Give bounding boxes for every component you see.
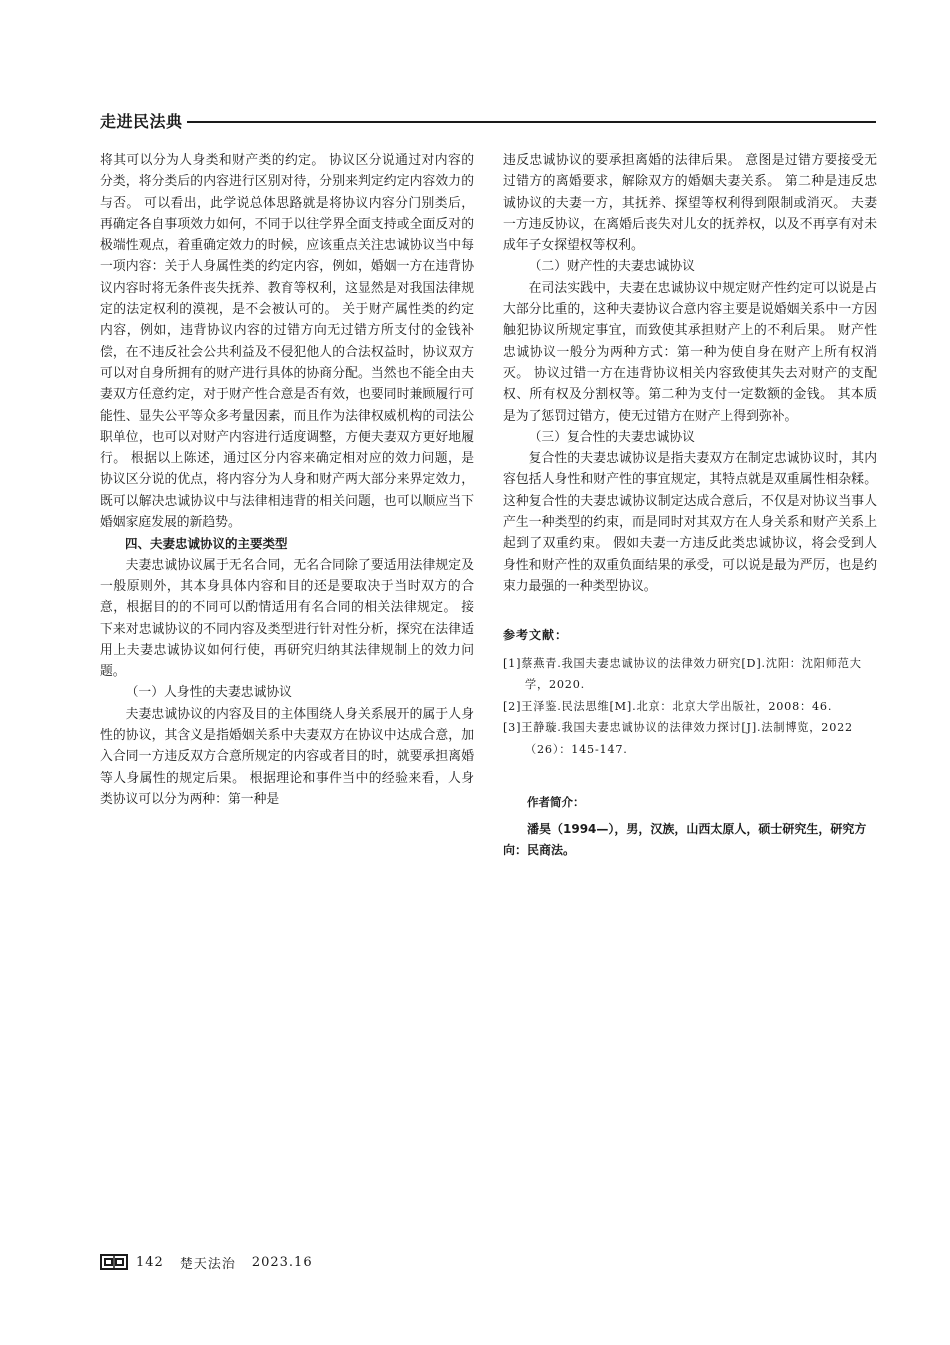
- header-rule: [100, 121, 876, 123]
- section-title: 走进民法典: [100, 112, 187, 132]
- reference-item: [3]王静璇.我国夫妻忠诚协议的法律效力探讨[J].法制博览，2022（26）：145-147.: [503, 721, 853, 756]
- section-header: [100, 112, 876, 134]
- author-title: 作者简介：: [527, 795, 585, 810]
- paragraph: 夫妻忠诚协议的内容及目的主体围绕人身关系展开的属于人身性的协议，其含义是指婚姻关系中夫妻双方在协议中达成合意，加入合同一方违反双方合意所规定的内容或者目的时，就要承担离婚等人身属性的规定后果。 根据理论和事件当中的经验来看，人身类协议可以分为两种：第一种是: [100, 706, 474, 807]
- reference-item: [1]蔡燕青.我国夫妻忠诚协议的法律效力研究[D].沈阳：沈阳师范大学，2020.: [503, 656, 862, 692]
- subsection-heading: （二）财产性的夫妻忠诚协议: [528, 259, 695, 275]
- paragraph: 违反忠诚协议的要承担离婚的法律后果。 意图是过错方要接受无过错方的离婚要求，解除双方的婚姻夫妻关系。 第二种是违反忠诚协议的夫妻一方，其抚养、探望等权利得到限制或消灭。 夫妻一方违反协议，在离婚后丧失对儿女的抚养权，以及不再享有对未成年子女探望权等权利。: [503, 153, 877, 254]
- paragraph: 将其可以分为人身类和财产类的约定。 协议区分说通过对内容的分类，将分类后的内容进行区别对待，分别来判定约定内容效力的与否。 可以看出，此学说总体思路就是将协议内容分门别类后，再确定各自事项效力如何，不同于以往学界全面支持或全面反对的极端性观点，着重确定效力的时候，应该重点关注忠诚协议当中每一项内容：关于人身属性类的约定内容，例如，婚姻一方在违背协议内容时将无条件丧失抚养、教育等权利，这显然是对我国法律规定的法定权利的漠视，是不会被认可的。 关于财产属性类的约定内容，例如，违背协议内容的过错方向无过错方所支付的金钱补偿，在不违反社会公共利益及不侵犯他人的合法权益时，协议双方可以对自身所拥有的财产进行具体的协商分配。当然也不能全由夫妻双方任意约定，对于财产性合意是否有效，也要同时兼顾履行可能性、显失公平等众多考量因素，而且作为法律权威机构的司法公职单位，也可以对财产内容进行适度调整，方便夫妻双方更好地履行。 根据以上陈述，通过区分内容来确定相对应的效力问题，是协议区分说的优点，将内容分为人身和财产两大部分来界定效力，既可以解决忠诚协议中与法律相违背的相关问题，也可以顺应当下婚姻家庭发展的新趋势。: [100, 153, 474, 531]
- section-heading: 四、夫妻忠诚协议的主要类型: [125, 536, 288, 552]
- right-column: [503, 150, 877, 861]
- subsection-heading: （一）人身性的夫妻忠诚协议: [125, 685, 292, 701]
- paragraph: 在司法实践中，夫妻在忠诚协议中规定财产性约定可以说是占大部分比重的，这种夫妻协议合意内容主要是说婚姻关系中一方因触犯协议所规定事宜，而致使其承担财产上的不利后果。 财产性忠诚协议一般分为两种方式：第一种为使自身在财产上所有权消灭。 协议过错一方在违背协议相关内容致使其失去对财产的支配权、所有权及分割权等。第二种为支付一定数额的金钱。 其本质是为了惩罚过错方，使无过错方在财产上得到弥补。: [503, 280, 877, 424]
- reference-item: [2]王泽鉴.民法思维[M].北京：北京大学出版社，2008：46.: [503, 699, 833, 713]
- paragraph: 夫妻忠诚协议属于无名合同，无名合同除了要适用法律规定及一般原则外，其本身具体内容和目的还是要取决于当时双方的合意，根据目的的不同可以酌情适用有名合同的相关法律规定。 接下来对忠诚协议的不同内容及类型进行针对性分析，探究在法律适用上夫妻忠诚协议如何行使，再研究归纳其法律规制上的效力问题。: [100, 557, 474, 680]
- journal-logo-icon: [100, 1254, 128, 1270]
- subsection-heading: （三）复合性的夫妻忠诚协议: [528, 429, 695, 445]
- issue-number: 2023.16: [251, 1254, 313, 1270]
- left-column: [100, 150, 474, 810]
- journal-name: 楚天法治: [179, 1256, 236, 1272]
- page-footer: [100, 1252, 329, 1272]
- references-title: 参考文献：: [503, 628, 569, 643]
- author-bio: 潘昊（1994—），男，汉族，山西太原人，硕士研究生，研究方向：民商法。: [503, 822, 867, 858]
- paragraph: 复合性的夫妻忠诚协议是指夫妻双方在制定忠诚协议时，其内容包括人身性和财产性的事宜规定，其特点就是双重属性相杂糅。 这种复合性的夫妻忠诚协议制定达成合意后，不仅是对协议当事人产生一种类型的约束，而是同时对其双方在人身关系和财产关系上起到了双重约束。 假如夫妻一方违反此类忠诚协议，将会受到人身性和财产性的双重负面结果的承受，可以说是最为严厉，也是约束力最强的一种类型协议。: [503, 451, 877, 594]
- page-number: 142: [136, 1254, 164, 1270]
